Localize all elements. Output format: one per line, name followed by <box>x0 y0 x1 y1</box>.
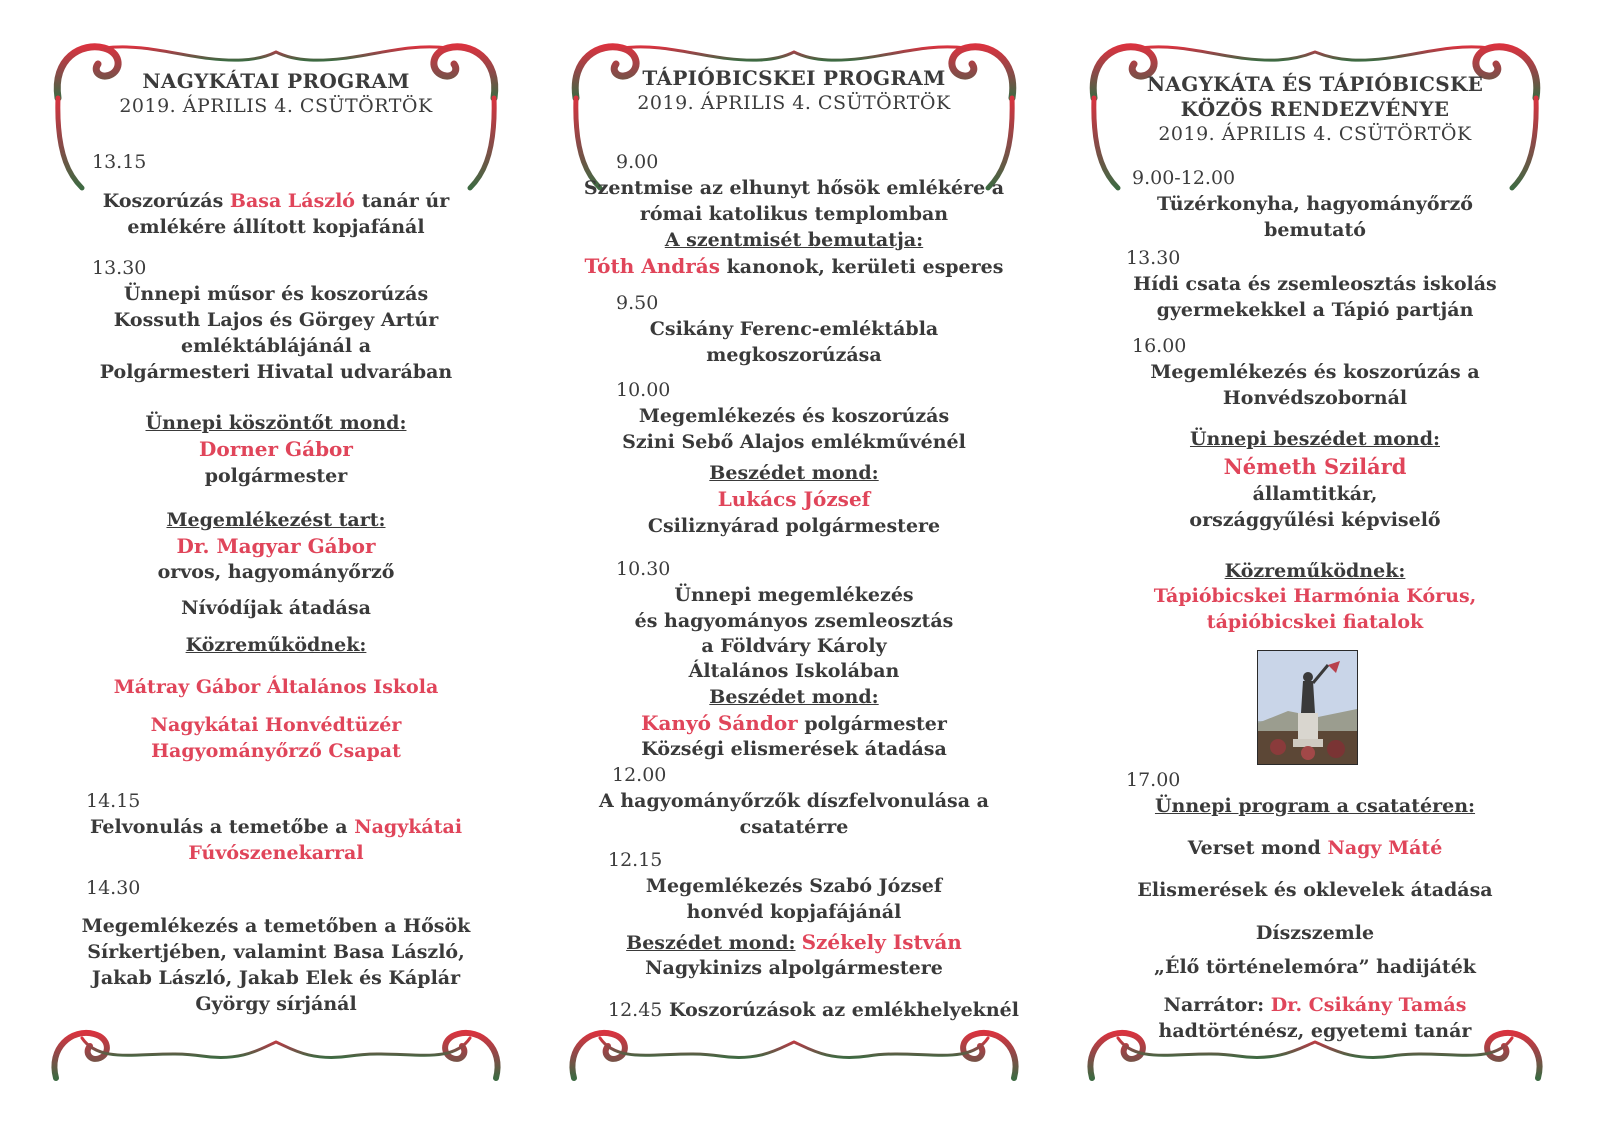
performer: Hagyományőrző Csapat <box>151 740 401 762</box>
event-line: Községi elismerések átadása <box>641 738 947 760</box>
event-line: A hagyományőrzők díszfelvonulása a <box>599 790 989 812</box>
panel-title: NAGYKÁTA ÉS TÁPIÓBICSKE <box>1146 72 1484 96</box>
event-line: és hagyományos zsemleosztás <box>634 610 954 632</box>
time-1030: 10.30 <box>616 558 671 580</box>
time-1215: 12.15 <box>608 849 663 871</box>
person-name: Tóth András <box>584 254 721 278</box>
event-line: Szini Sebő Alajos emlékművénél <box>622 431 966 453</box>
role: államtitkár, <box>1252 483 1378 505</box>
event-line: a Földváry Károly <box>701 635 887 657</box>
panel-title: NAGYKÁTAI PROGRAM <box>142 69 410 93</box>
person-name: Lukács József <box>717 487 871 511</box>
event-line: bemutató <box>1264 219 1366 241</box>
panel-date: 2019. ÁPRILIS 4. CSÜTÖRTÖK <box>637 92 951 114</box>
event-line: csatatérre <box>739 816 849 838</box>
person-name: Németh Szilárd <box>1223 454 1407 479</box>
time-1200: 12.00 <box>612 764 667 786</box>
panel-tapiobicske-program <box>560 38 1028 1098</box>
section-label: Közreműködnek: <box>185 634 367 656</box>
panel-date: 2019. ÁPRILIS 4. CSÜTÖRTÖK <box>119 95 433 117</box>
event-line: honvéd kopjafájánál <box>686 901 902 923</box>
time-1700: 17.00 <box>1126 769 1181 791</box>
event-line: Hídi csata és zsemleosztás iskolás <box>1133 273 1497 295</box>
event-line: György sírjánál <box>195 993 357 1015</box>
event-line <box>42 815 510 840</box>
time-1600: 16.00 <box>1132 335 1187 357</box>
person-name: Dr. Csikány Tamás <box>1270 994 1467 1016</box>
event-line: Polgármesteri Hivatal udvarában <box>99 361 453 383</box>
event-line: megkoszorúzása <box>706 344 882 366</box>
section-label: Ünnepi köszöntőt mond: <box>145 412 407 434</box>
panel-title: TÁPIÓBICSKEI PROGRAM <box>642 66 946 90</box>
person-name: Basa László <box>229 190 355 212</box>
event-line: Ünnepi műsor és koszorúzás <box>123 283 429 305</box>
event-line: Általános Iskolában <box>688 660 900 682</box>
event-line: gyermekekkel a Tápió partján <box>1156 299 1474 321</box>
event-line: római katolikus templomban <box>639 203 949 225</box>
section-label: Ünnepi beszédet mond: <box>1189 428 1440 450</box>
section-label: Beszédet mond: <box>709 686 879 708</box>
text: Koszorúzások az emlékhelyeknél <box>669 999 1019 1021</box>
panel-nagykata-program <box>42 38 510 1098</box>
text: Narrátor: <box>1163 994 1265 1016</box>
text: Verset mond <box>1187 837 1321 859</box>
role: hadtörténész, egyetemi tanár <box>1158 1020 1472 1042</box>
time-1330: 13.30 <box>92 257 147 279</box>
event-line <box>560 254 1028 280</box>
event-line <box>1078 836 1552 861</box>
event-line: Megemlékezés a temetőben a Hősök <box>81 915 471 937</box>
section-label: Beszédet mond: <box>626 932 796 954</box>
role: polgármester <box>804 713 947 735</box>
performer: Nagykátai <box>354 816 463 838</box>
event-line <box>560 930 1028 956</box>
time-1000: 10.00 <box>616 379 671 401</box>
person-name: Kanyó Sándor <box>641 711 798 735</box>
event-line: Csikány Ferenc-emléktábla <box>649 318 939 340</box>
event-line: Szentmise az elhunyt hősök emlékére a <box>583 177 1005 199</box>
event-line: Megemlékezés és koszorúzás <box>638 405 950 427</box>
time-1415: 14.15 <box>86 790 141 812</box>
role: Nagykinizs alpolgármestere <box>645 957 943 979</box>
section-label: Közreműködnek: <box>1224 560 1406 582</box>
role: Csiliznyárad polgármestere <box>647 515 941 537</box>
panel-kozos-rendezveny <box>1078 38 1552 1098</box>
section-label: A szentmisét bemutatja: <box>664 229 924 251</box>
event-line: emléktáblájánál a <box>180 335 372 357</box>
person-name: Nagy Máté <box>1327 837 1443 859</box>
text: Felvonulás a temetőbe a <box>89 816 348 838</box>
person-name: Dr. Magyar Gábor <box>176 534 376 558</box>
event-line <box>608 998 1019 1023</box>
time-1315: 13.15 <box>92 151 147 173</box>
panel-date: 2019. ÁPRILIS 4. CSÜTÖRTÖK <box>1158 123 1472 145</box>
person-name: Székely István <box>801 930 962 954</box>
performer: Mátray Gábor Általános Iskola <box>113 676 439 698</box>
section-label: Beszédet mond: <box>709 462 879 484</box>
role: országgyűlési képviselő <box>1189 509 1441 531</box>
event-line: Ünnepi megemlékezés <box>674 584 914 606</box>
event-line: emlékére állított kopjafánál <box>127 216 425 238</box>
event-line: Nívódíjak átadása <box>181 597 371 619</box>
text: Koszorúzás <box>102 190 224 212</box>
performer: tápióbicskei fiatalok <box>1206 611 1424 633</box>
performer: Nagykátai Honvédtüzér <box>150 714 402 736</box>
event-line: Elismerések és oklevelek átadása <box>1137 879 1493 901</box>
time-0950: 9.50 <box>616 292 659 314</box>
role: kanonok, kerületi esperes <box>726 256 1004 278</box>
event-line: Díszszemle <box>1255 922 1375 944</box>
role: polgármester <box>204 465 348 487</box>
honved-statue-photo <box>1257 650 1358 765</box>
panel-title: KÖZÖS RENDEZVÉNYE <box>1180 97 1450 121</box>
time-1430: 14.30 <box>86 877 141 899</box>
event-line <box>560 711 1028 737</box>
time-0900: 9.00 <box>616 151 659 173</box>
performer: Tápióbicskei Harmónia Kórus, <box>1153 585 1477 607</box>
event-line <box>42 189 510 214</box>
event-line: Kossuth Lajos és Görgey Artúr <box>113 309 439 331</box>
text: tanár úr <box>361 190 450 212</box>
event-line: Megemlékezés és koszorúzás a <box>1150 361 1480 383</box>
time-1245: 12.45 <box>608 999 663 1021</box>
time-1330: 13.30 <box>1126 247 1181 269</box>
time-0900: 9.00-12.00 <box>1132 167 1236 189</box>
event-line: Jakab László, Jakab Elek és Káplár <box>91 967 461 989</box>
event-line: Honvédszobornál <box>1222 387 1408 409</box>
role: orvos, hagyományőrző <box>157 561 395 583</box>
event-line: Megemlékezés Szabó József <box>645 875 943 897</box>
section-label: Ünnepi program a csatatéren: <box>1154 795 1476 817</box>
section-label: Megemlékezést tart: <box>166 509 386 531</box>
person-name: Dorner Gábor <box>199 437 353 461</box>
event-line <box>1078 993 1552 1018</box>
event-line: „Élő történelemóra” hadijáték <box>1154 956 1476 978</box>
statue-illustration <box>1258 651 1357 764</box>
performer: Fúvószenekarral <box>188 842 364 864</box>
event-line: Tüzérkonyha, hagyományőrző <box>1157 193 1473 215</box>
event-line: Sírkertjében, valamint Basa László, <box>87 941 465 963</box>
